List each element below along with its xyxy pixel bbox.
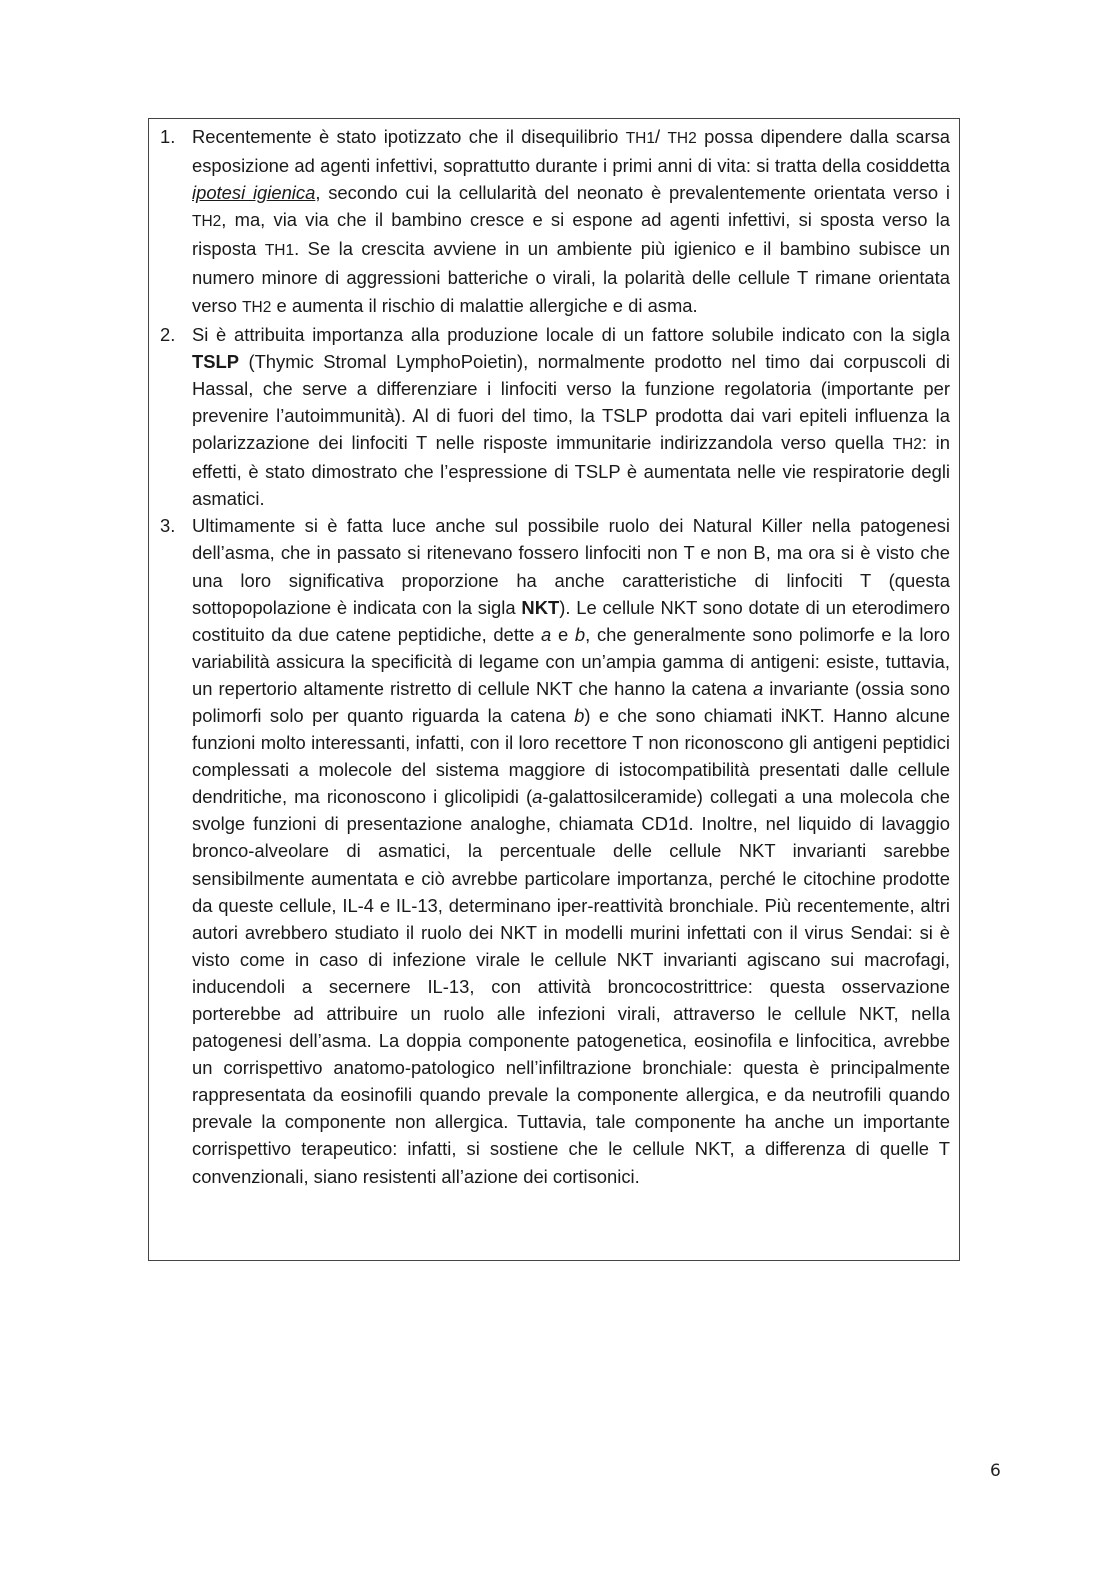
greek-beta: b — [574, 704, 585, 726]
item-text: , ma, via via che il bambino cresce e si espone ad agenti infettivi, si sposta verso la risposta — [192, 209, 950, 260]
greek-alpha: a — [752, 677, 764, 699]
item-text: : in effetti, è stato dimostrato che l’espressione di TSLP è aumentata nelle vie respiratorie degli asmatici. — [192, 432, 950, 510]
item-text: invariante (ossia sono polimorfi solo per quanto riguarda la catena — [192, 677, 950, 726]
th1-term: TH1 — [264, 242, 295, 260]
item-text: Ultimamente si è fatta luce anche sul possibile ruolo dei Natural Killer nella patogenesi dell’asma, che in passato si ritenevano fossero linfociti non T e non B, ma ora si è visto che una loro significativa proporzione ha anche caratteristiche di linfociti T (questa sottopopolazione è indicata con la sigla — [192, 515, 950, 618]
greek-beta: b — [574, 623, 586, 645]
th2-term: TH2 — [192, 213, 222, 231]
item-text: ). Le cellule NKT sono dotate di un eterodimero costituito da due catene peptidiche, dette — [192, 596, 950, 645]
item-text: , che generalmente sono polimorfe e la loro variabilità assicura la specificità di legame con un’ampia gamma di antigeni: esiste, tuttavia, un repertorio altamente ristretto di cellule NKT che hanno la catena — [192, 623, 950, 699]
item-text: ) e che sono chiamati iNKT. Hanno alcune funzioni molto interessanti, infatti, con il loro recettore T non riconoscono gli antigeni peptidici complessati a molecole del sistema maggiore di istocompatibilità presentati dalle cellule dendritiche, ma riconoscono i glicolipidi ( — [192, 704, 950, 808]
greek-alpha: a — [541, 623, 552, 645]
list-number: 3. — [160, 515, 176, 537]
list-item-3 — [149, 512, 961, 1189]
th2-term: TH2 — [892, 436, 922, 454]
item-text: e aumenta il rischio di malattie allergiche e di asma. — [271, 294, 698, 316]
item-text: , secondo cui la cellularità del neonato è prevalentemente orientata verso i — [315, 182, 950, 204]
list-item-1 — [149, 123, 961, 321]
emphasis-term: ipotesi igienica — [192, 182, 316, 204]
item-text: (Thymic Stromal LymphoPoietin), normalmente prodotto nel timo dai corpuscoli di Hassal, che serve a differenziare i linfociti verso la funzione regolatoria (importante per prevenire l’autoimmunità). Al di fuori del timo, la TSLP prodotta dai vari epiteli influenza la polarizzazione dei linfociti T nelle risposte immunitarie indirizzandola verso quella — [192, 350, 950, 454]
th1-term: TH1 — [625, 130, 655, 147]
list-item-2 — [149, 321, 961, 513]
item-text: -galattosilceramide) collegati a una molecola che svolge funzioni di presentazione analoghe, chiamata CD1d. Inoltre, nel liquido di lavaggio bronco-alveolare di asmatici, la percentuale delle cellule NKT invarianti sarebbe sensibilmente aumentata e ciò avrebbe particolare importanza, perché le citochine prodotte da queste cellule, IL-4 e IL-13, determinano iper-reattività bronchiale. Più recentemente, altri autori avrebbero studiato il ruolo dei NKT in modelli murini infettati con il virus Sendai: si è visto come in caso di infezione virale le cellule NKT invarianti agiscano sui macrofagi, inducendoli a secernere IL-13, con attività broncocostrittrice: questa osservazione porterebbe ad attribuire un ruolo alle infezioni virali, attraverso le cellule NKT, nella patogenesi dell’asma. La doppia componente patogenetica, eosinofila e linfocitica, avrebbe un corrispettivo anatomo-patologico nell’infiltrazione bronchiale: questa è principalmente rappresentata da eosinofili quando prevale la componente allergica, e da neutrofili quando prevale la componente non allergica. Tuttavia, tale componente ha anche un importante corrispettivo terapeutico: infatti, si sostiene che le cellule NKT, a differenza di quelle T convenzionali, siano resistenti all’azione dei cortisonici. — [192, 786, 950, 1187]
item-text: possa dipendere dalla scarsa esposizione ad agenti infettivi, soprattutto durante i primi anni di vita: si tratta della cosiddetta — [192, 126, 950, 177]
bold-term: TSLP — [192, 350, 240, 372]
greek-alpha: a — [532, 786, 543, 808]
item-text: e — [551, 623, 575, 645]
bold-term: NKT — [521, 596, 560, 618]
list-number: 2. — [160, 323, 176, 345]
item-text: Recentemente è stato ipotizzato che il disequilibrio — [192, 126, 626, 147]
th2-term: TH2 — [667, 130, 697, 147]
text-box — [148, 118, 960, 1261]
item-text: / — [655, 126, 668, 147]
list-number: 1. — [160, 126, 176, 147]
item-text: Si è attribuita importanza alla produzione locale di un fattore solubile indicato con la sigla — [192, 323, 950, 345]
page-number: 6 — [990, 1461, 1001, 1481]
th2-term: TH2 — [242, 298, 272, 316]
numbered-list — [149, 123, 961, 1190]
item-text: . Se la crescita avviene in un ambiente più igienico e il bambino subisce un numero minore di aggressioni batteriche o virali, la polarità delle cellule T rimane orientata verso — [192, 238, 950, 316]
